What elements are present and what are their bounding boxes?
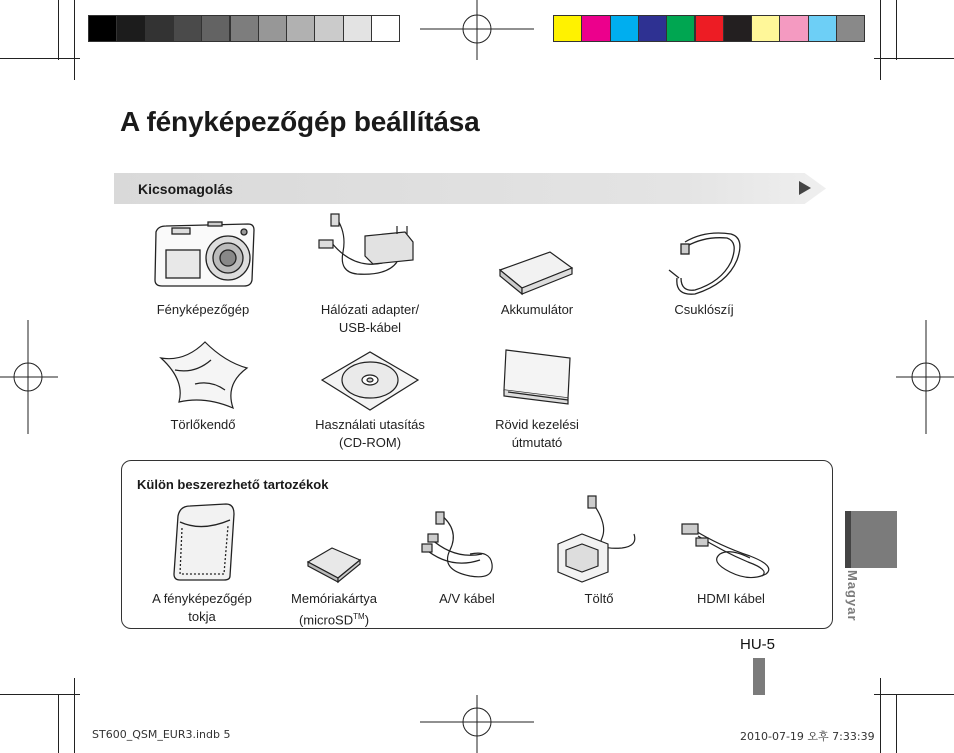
memory-card-icon: [304, 546, 364, 586]
cd-rom-icon: [320, 350, 420, 414]
caption-camera: Fényképezőgép: [156, 302, 250, 317]
charger-icon: [552, 494, 642, 584]
graybar-swatch: [286, 15, 315, 42]
quick-guide-icon: [500, 344, 580, 404]
arrow-right-icon: [799, 181, 811, 195]
graybar-swatch: [371, 15, 400, 42]
page-title: A fényképezőgép beállítása: [120, 106, 480, 137]
cleaning-cloth-icon: [155, 340, 255, 410]
caption-hdmi-cable: HDMI kábel: [697, 591, 765, 606]
graybar-swatch: [343, 15, 372, 42]
battery-icon: [498, 248, 578, 298]
page-number: HU-5: [740, 636, 776, 653]
caption-charger: Töltő: [584, 591, 614, 606]
caption-cd-rom: Használati utasítás (CD-ROM): [315, 417, 425, 450]
caption-camera-case: A fényképezőgép tokja: [152, 591, 252, 624]
colorbar-swatch: [553, 15, 582, 42]
caption-cloth: Törlőkendő: [170, 417, 236, 432]
colorbar-swatch: [751, 15, 780, 42]
camera-case-icon: [168, 502, 238, 582]
colorbar-swatch: [666, 15, 695, 42]
language-tab-label: Magyar: [845, 570, 860, 622]
graybar-swatch: [201, 15, 230, 42]
graybar-swatch: [230, 15, 259, 42]
footer-timestamp: 2010-07-19 오후 7:33:39: [740, 730, 875, 743]
page-number-bar: [753, 658, 765, 695]
adapter-cable-icon: [317, 212, 427, 282]
graybar-swatch: [88, 15, 117, 42]
colorbar-swatch: [638, 15, 667, 42]
caption-adapter: Hálózati adapter/ USB-kábel: [320, 302, 420, 335]
caption-quick-guide: Rövid kezelési útmutató: [495, 417, 579, 450]
colorbar-swatch: [779, 15, 808, 42]
language-tab-edge: [845, 511, 851, 568]
language-tab: [845, 511, 897, 568]
graybar-swatch: [173, 15, 202, 42]
graybar-swatch: [314, 15, 343, 42]
graybar-swatch: [116, 15, 145, 42]
colorbar-swatch: [836, 15, 865, 42]
section-banner-title: Kicsomagolás: [138, 181, 233, 197]
hdmi-cable-icon: [680, 516, 780, 586]
wrist-strap-icon: [665, 230, 745, 300]
camera-icon: [152, 220, 262, 290]
colorbar-swatch: [723, 15, 752, 42]
colorbar-swatch: [695, 15, 724, 42]
caption-wrist-strap: Csuklószíj: [674, 302, 734, 317]
colorbar-swatch: [808, 15, 837, 42]
caption-av-cable: A/V kábel: [439, 591, 495, 606]
colorbar-swatch: [581, 15, 610, 42]
optional-accessories-title: Külön beszerezhető tartozékok: [137, 477, 329, 492]
footer-file-info: ST600_QSM_EUR3.indb 5: [92, 728, 231, 741]
colorbar-swatch: [610, 15, 639, 42]
caption-battery: Akkumulátor: [500, 302, 574, 317]
graybar-swatch: [258, 15, 287, 42]
graybar-swatch: [145, 15, 174, 42]
caption-memory-card: Memóriakártya (microSD™): [291, 591, 377, 628]
av-cable-icon: [420, 510, 500, 590]
